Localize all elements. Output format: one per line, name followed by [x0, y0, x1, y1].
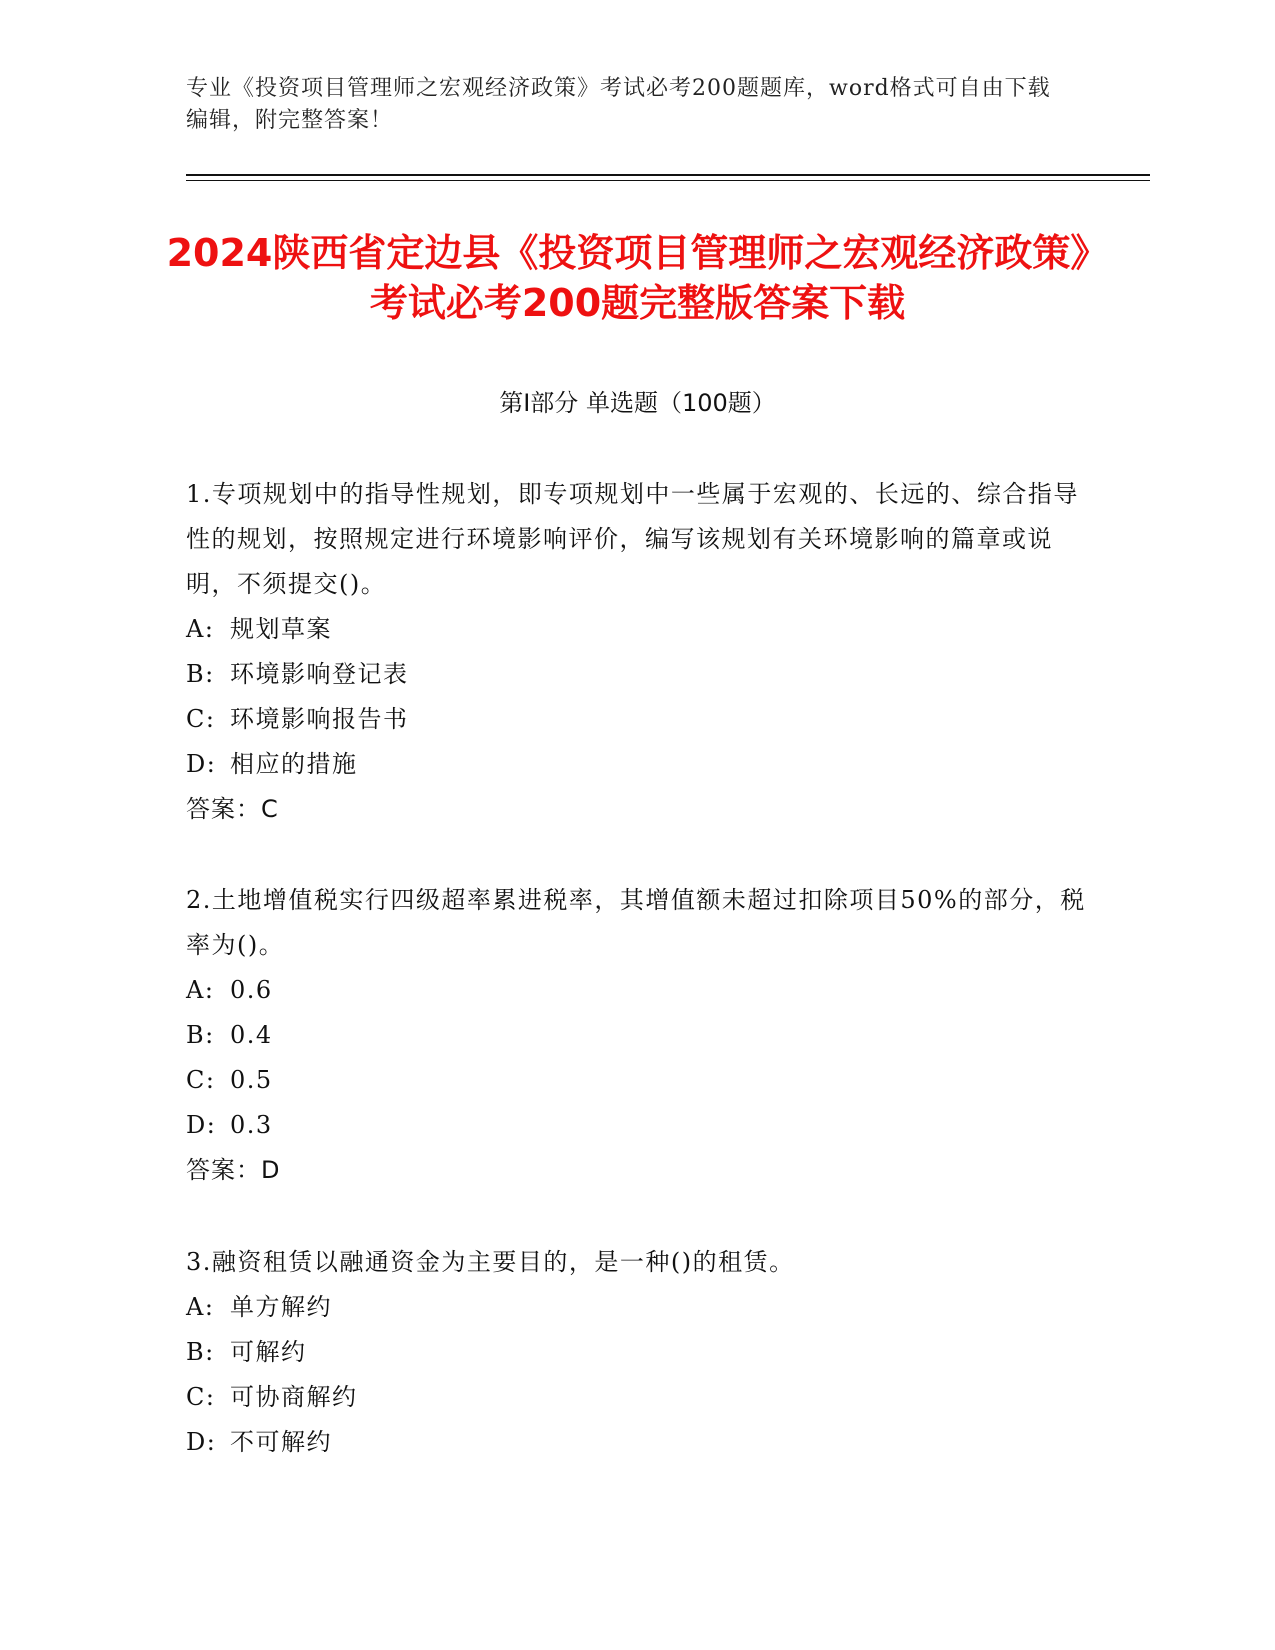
option-c [186, 1375, 1086, 1420]
header-divider-thin [186, 180, 1150, 181]
question-stem: 1.专项规划中的指导性规划，即专项规划中一些属于宏观的、长远的、综合指导性的规划，按照规定进行环境影响评价，编写该规划有关环境影响的篇章或说明，不须提交()。 [186, 480, 1079, 598]
option-letter: B: [186, 660, 215, 688]
option-text: 0.3 [230, 1111, 273, 1139]
option-letter: C: [186, 1066, 216, 1094]
option-text: 可解约 [230, 1338, 307, 1366]
option-b [186, 1013, 1086, 1058]
option-letter: A: [186, 976, 215, 1004]
header-divider [186, 174, 1150, 176]
option-text: 不可解约 [230, 1428, 332, 1456]
option-letter: C: [186, 705, 216, 733]
option-a [186, 968, 1086, 1013]
question-2 [186, 878, 1086, 1193]
option-b [186, 1330, 1086, 1375]
question-stem: 3.融资租赁以融通资金为主要目的，是一种()的租赁。 [186, 1248, 795, 1276]
question-3 [186, 1240, 1086, 1465]
option-letter: C: [186, 1383, 216, 1411]
option-text: 0.6 [230, 976, 273, 1004]
document-title: 2024陕西省定边县《投资项目管理师之宏观经济政策》考试必考200题完整版答案下载 [166, 231, 1109, 325]
option-letter: A: [186, 615, 215, 643]
option-text: 0.4 [230, 1021, 273, 1049]
option-letter: B: [186, 1021, 215, 1049]
option-letter: D: [186, 1111, 217, 1139]
question-1 [186, 472, 1086, 832]
option-text: 环境影响登记表 [230, 660, 409, 688]
option-letter: B: [186, 1338, 215, 1366]
option-text: 规划草案 [230, 615, 332, 643]
option-letter: D: [186, 750, 217, 778]
option-text: 相应的措施 [230, 750, 358, 778]
answer: 答案：D [186, 1156, 281, 1184]
answer: 答案：C [186, 795, 279, 823]
option-a [186, 607, 1086, 652]
option-text: 可协商解约 [230, 1383, 358, 1411]
option-text: 单方解约 [230, 1293, 332, 1321]
option-a [186, 1285, 1086, 1330]
option-b [186, 652, 1086, 697]
section-title: 第Ⅰ部分 单选题（100题） [499, 389, 776, 417]
option-letter: D: [186, 1428, 217, 1456]
option-c [186, 697, 1086, 742]
option-d [186, 1103, 1086, 1148]
option-text: 0.5 [230, 1066, 273, 1094]
option-d [186, 742, 1086, 787]
option-text: 环境影响报告书 [230, 705, 409, 733]
header-note: 专业《投资项目管理师之宏观经济政策》考试必考200题题库，word格式可自由下载编辑，附完整答案！ [186, 76, 1051, 133]
option-letter: A: [186, 1293, 215, 1321]
option-d [186, 1420, 1086, 1465]
option-c [186, 1058, 1086, 1103]
question-stem: 2.土地增值税实行四级超率累进税率，其增值额未超过扣除项目50%的部分，税率为()。 [186, 886, 1086, 959]
